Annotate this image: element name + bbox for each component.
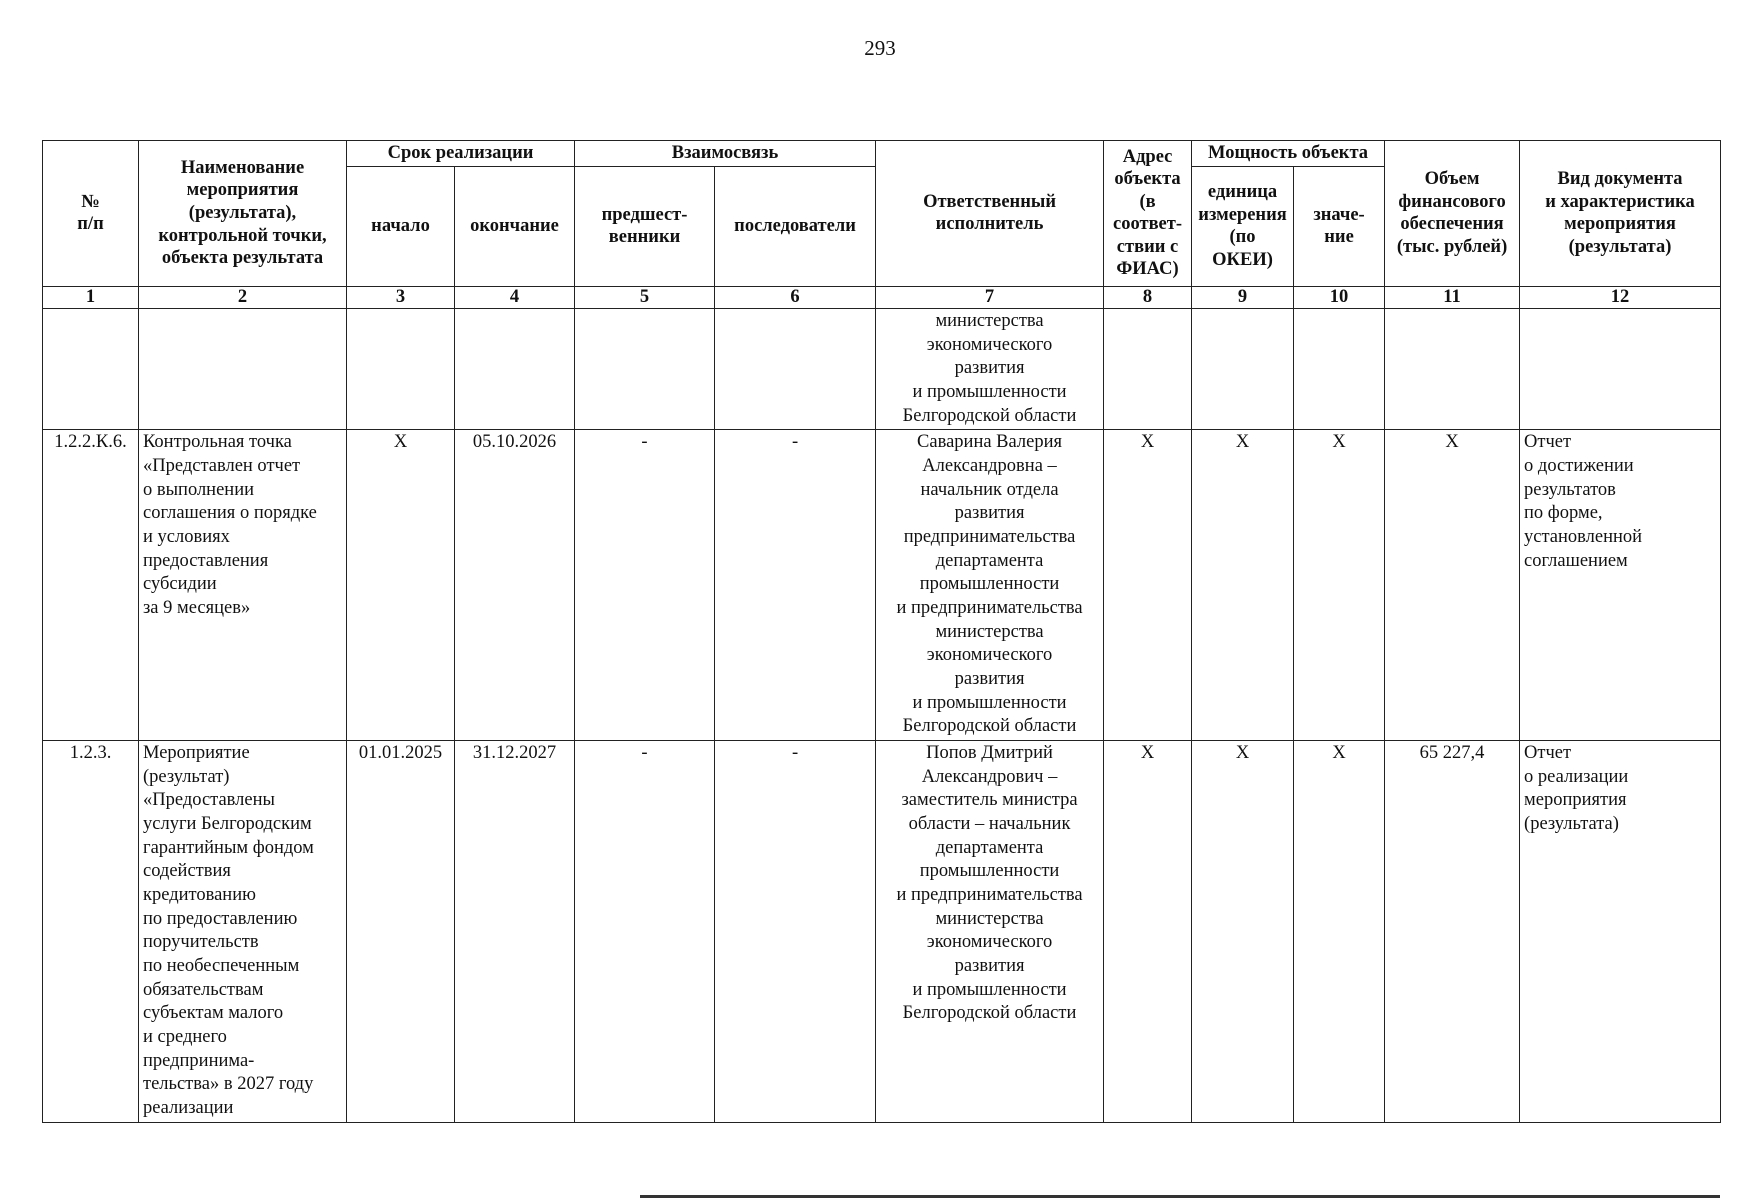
cell-finance: 65 227,4 — [1385, 740, 1520, 1122]
column-number: 8 — [1104, 286, 1192, 308]
cell-unit: Х — [1192, 740, 1294, 1122]
cell-no: 1.2.3. — [43, 740, 139, 1122]
header-predecessors: предшест- венники — [575, 166, 715, 286]
page-number: 293 — [864, 36, 896, 60]
cell-responsible: министерства экономического развития и промышленности Белгородской области — [876, 308, 1104, 429]
cell-name: Контрольная точка «Представлен отчет о выполнении соглашения о порядке и условиях предоставления субсидии за 9 месяцев» — [139, 430, 347, 741]
cell-name — [139, 308, 347, 429]
header-name: Наименование мероприятия (результата), контрольной точки, объекта результата — [139, 141, 347, 287]
cell-value: Х — [1294, 430, 1385, 741]
column-number: 6 — [715, 286, 876, 308]
cell-doc — [1520, 308, 1721, 429]
header-group-link: Взаимосвязь — [575, 141, 876, 167]
cell-predecessors: - — [575, 430, 715, 741]
cell-predecessors: - — [575, 740, 715, 1122]
table-body — [43, 308, 1721, 1122]
header-successors: последователи — [715, 166, 876, 286]
column-number: 4 — [455, 286, 575, 308]
header-unit: единица измерения (по ОКЕИ) — [1192, 166, 1294, 286]
column-number: 9 — [1192, 286, 1294, 308]
cell-responsible: Попов Дмитрий Александрович – заместитель министра области – начальник департамента промышленности и предпринимательства министерства экономического развития и промышленности Белгородской области — [876, 740, 1104, 1122]
cell-successors — [715, 308, 876, 429]
cell-end: 31.12.2027 — [455, 740, 575, 1122]
cell-doc: Отчет о достижении результатов по форме, установленной соглашением — [1520, 430, 1721, 741]
header-doc: Вид документа и характеристика мероприятия (результата) — [1520, 141, 1721, 287]
cell-value: Х — [1294, 740, 1385, 1122]
cell-responsible: Саварина Валерия Александровна – начальник отдела развития предпринимательства департамента промышленности и предпринимательства министерства экономического развития и промышленности Белгородской области — [876, 430, 1104, 741]
header-group-term: Срок реализации — [347, 141, 575, 167]
cell-doc: Отчет о реализации мероприятия (результата) — [1520, 740, 1721, 1122]
column-number: 3 — [347, 286, 455, 308]
table-row — [43, 308, 1721, 429]
table-header — [43, 141, 1721, 309]
header-value: значе- ние — [1294, 166, 1385, 286]
header-end: окончание — [455, 166, 575, 286]
column-number: 11 — [1385, 286, 1520, 308]
column-number: 10 — [1294, 286, 1385, 308]
table-row — [43, 740, 1721, 1122]
cell-successors: - — [715, 430, 876, 741]
cell-address: Х — [1104, 740, 1192, 1122]
table-row — [43, 430, 1721, 741]
cell-start: 01.01.2025 — [347, 740, 455, 1122]
column-number: 1 — [43, 286, 139, 308]
cell-value — [1294, 308, 1385, 429]
column-number: 7 — [876, 286, 1104, 308]
cell-unit: Х — [1192, 430, 1294, 741]
cell-address: Х — [1104, 430, 1192, 741]
header-responsible: Ответственный исполнитель — [876, 141, 1104, 287]
cell-no: 1.2.2.К.6. — [43, 430, 139, 741]
cell-end — [455, 308, 575, 429]
cell-name: Мероприятие (результат) «Предоставлены услуги Белгородским гарантийным фондом содействия кредитованию по предоставлению поручительств по необеспеченным обязательствам субъектам малого и среднего предпринима- тельства» в 2027 году реализации — [139, 740, 347, 1122]
header-finance: Объем финансового обеспечения (тыс. рублей) — [1385, 141, 1520, 287]
column-number: 12 — [1520, 286, 1721, 308]
cell-end: 05.10.2026 — [455, 430, 575, 741]
page-bottom-rule — [640, 1195, 1720, 1198]
cell-finance — [1385, 308, 1520, 429]
cell-unit — [1192, 308, 1294, 429]
cell-predecessors — [575, 308, 715, 429]
cell-finance: Х — [1385, 430, 1520, 741]
header-start: начало — [347, 166, 455, 286]
header-group-capacity: Мощность объекта — [1192, 141, 1385, 167]
column-number: 5 — [575, 286, 715, 308]
cell-start — [347, 308, 455, 429]
cell-no — [43, 308, 139, 429]
activities-table — [42, 140, 1721, 1123]
cell-successors: - — [715, 740, 876, 1122]
cell-address — [1104, 308, 1192, 429]
cell-start: Х — [347, 430, 455, 741]
header-address: Адрес объекта (в соответ- ствии с ФИАС) — [1104, 141, 1192, 287]
header-no: № п/п — [43, 141, 139, 287]
column-numbers-row — [43, 286, 1721, 308]
column-number: 2 — [139, 286, 347, 308]
